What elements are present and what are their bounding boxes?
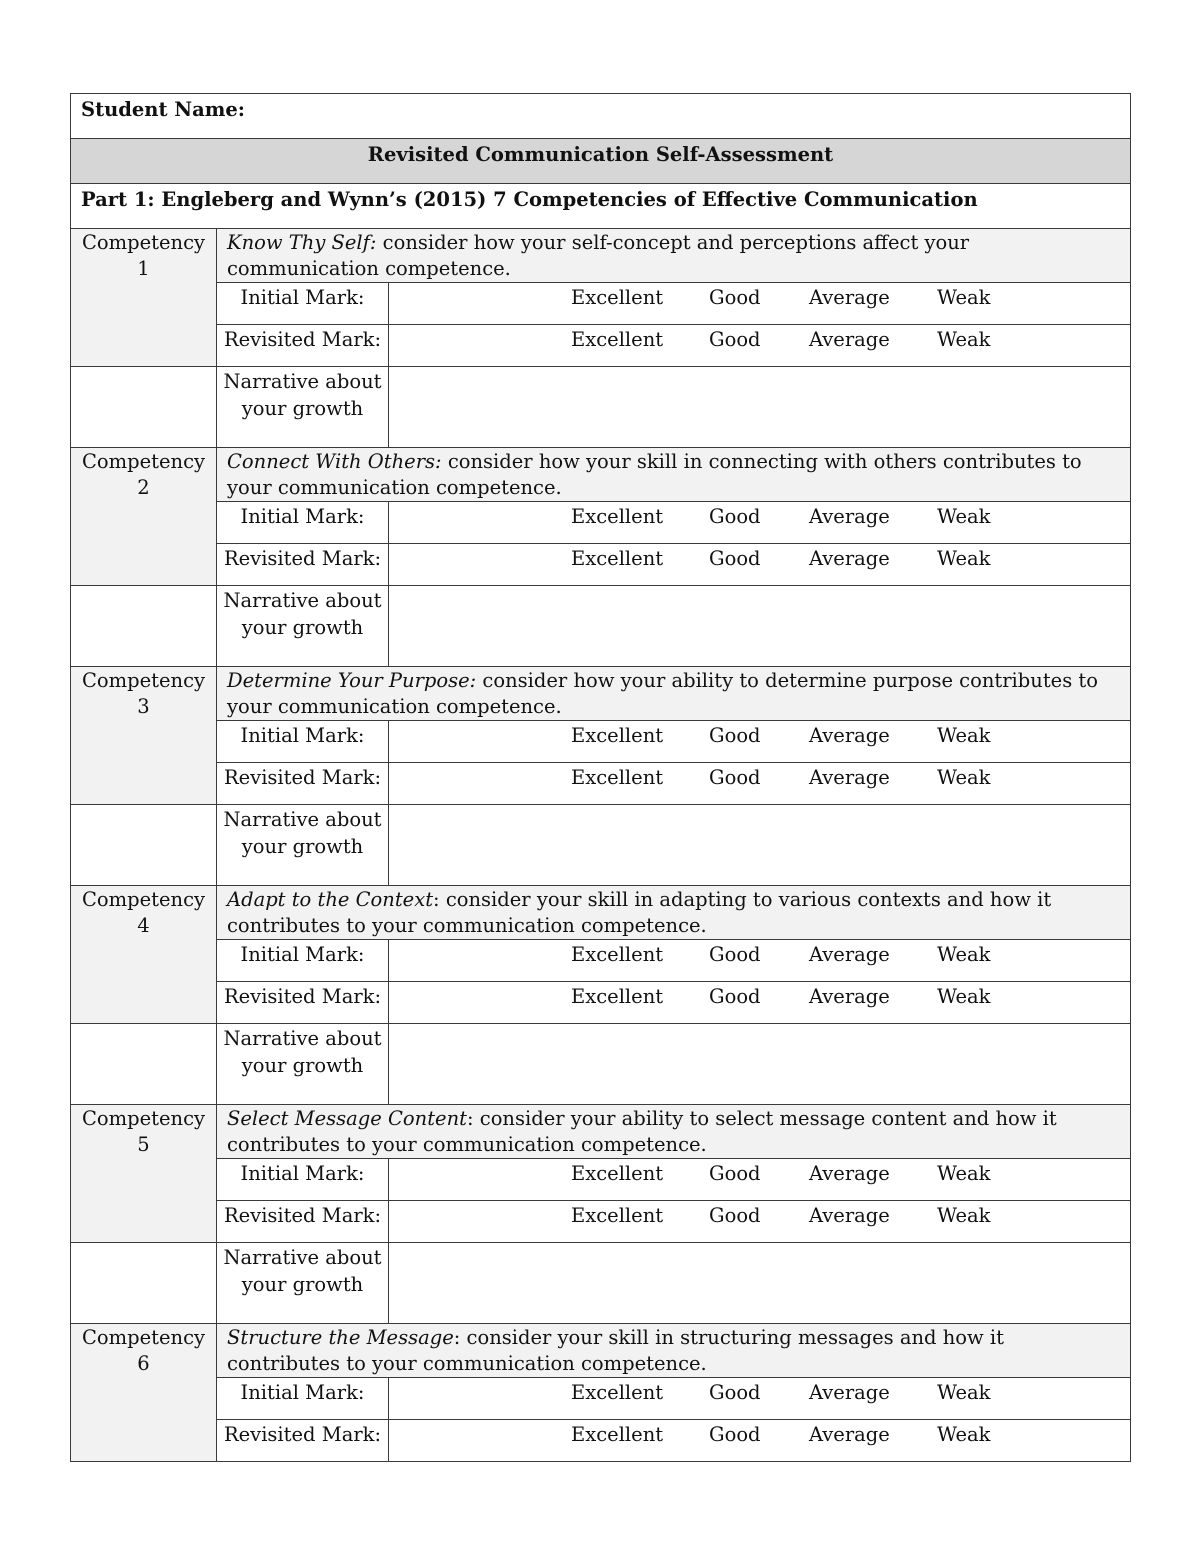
narrative-input-area[interactable] (389, 1024, 1131, 1105)
revised-mark-options[interactable] (389, 763, 1131, 805)
narrative-input-area[interactable] (389, 586, 1131, 667)
mark-option-weak[interactable]: Weak (937, 547, 991, 570)
revised-mark-label: Revisited Mark: (217, 325, 389, 367)
narrative-row (71, 1024, 1131, 1105)
competency-row (71, 1105, 1131, 1159)
mark-option-average[interactable]: Average (809, 943, 890, 966)
mark-option-excellent[interactable]: Excellent (571, 985, 664, 1008)
initial-mark-options[interactable] (389, 502, 1131, 544)
narrative-label: Narrative about your growth (217, 805, 389, 886)
narrative-row (71, 805, 1131, 886)
narrative-label: Narrative about your growth (217, 586, 389, 667)
initial-mark-options[interactable] (389, 721, 1131, 763)
mark-option-average[interactable]: Average (809, 328, 890, 351)
initial-mark-row (71, 283, 1131, 325)
narrative-input-area[interactable] (389, 367, 1131, 448)
self-assessment-table (70, 93, 1131, 1462)
mark-option-average[interactable]: Average (809, 985, 890, 1008)
mark-option-excellent[interactable]: Excellent (571, 1423, 664, 1446)
narrative-input-area[interactable] (389, 805, 1131, 886)
revised-mark-options[interactable] (389, 325, 1131, 367)
competency-text: : consider your skill in structuring messages and how it contributes to your communication competence. (227, 1326, 1004, 1375)
narrative-label: Narrative about your growth (217, 1243, 389, 1324)
competency-description (217, 667, 1131, 721)
competency-title: Select Message Content (227, 1107, 467, 1130)
initial-mark-options[interactable] (389, 940, 1131, 982)
mark-option-good[interactable]: Good (709, 505, 761, 528)
mark-option-excellent[interactable]: Excellent (571, 286, 664, 309)
empty-cell (71, 367, 217, 448)
mark-option-average[interactable]: Average (809, 766, 890, 789)
revised-mark-label: Revisited Mark: (217, 763, 389, 805)
revised-mark-options[interactable] (389, 1201, 1131, 1243)
competency-description (217, 229, 1131, 283)
initial-mark-options[interactable] (389, 1159, 1131, 1201)
competency-description (217, 448, 1131, 502)
form-title: Revisited Communication Self-Assessment (71, 139, 1131, 184)
mark-option-average[interactable]: Average (809, 286, 890, 309)
mark-option-good[interactable]: Good (709, 547, 761, 570)
competency-row (71, 667, 1131, 721)
empty-cell (71, 586, 217, 667)
revised-mark-row (71, 982, 1131, 1024)
competency-text: consider how your self-concept and perceptions affect your communication competence. (227, 231, 970, 280)
competency-label: Competency 1 (71, 229, 217, 367)
empty-cell (71, 805, 217, 886)
revised-mark-options[interactable] (389, 1420, 1131, 1462)
initial-mark-options[interactable] (389, 1378, 1131, 1420)
initial-mark-label: Initial Mark: (217, 1159, 389, 1201)
mark-option-good[interactable]: Good (709, 1162, 761, 1185)
mark-option-average[interactable]: Average (809, 1162, 890, 1185)
competency-label: Competency 3 (71, 667, 217, 805)
competency-text: : consider your skill in adapting to various contexts and how it contributes to your communication competence. (227, 888, 1052, 937)
mark-option-good[interactable]: Good (709, 985, 761, 1008)
initial-mark-label: Initial Mark: (217, 721, 389, 763)
mark-option-excellent[interactable]: Excellent (571, 547, 664, 570)
competency-description (217, 886, 1131, 940)
mark-option-good[interactable]: Good (709, 1381, 761, 1404)
empty-cell (71, 1024, 217, 1105)
narrative-row (71, 1243, 1131, 1324)
mark-option-average[interactable]: Average (809, 505, 890, 528)
revised-mark-row (71, 325, 1131, 367)
competency-text: : consider your ability to select message content and how it contributes to your communication competence. (227, 1107, 1057, 1156)
revised-mark-label: Revisited Mark: (217, 1201, 389, 1243)
mark-option-weak[interactable]: Weak (937, 943, 991, 966)
initial-mark-row (71, 1378, 1131, 1420)
initial-mark-label: Initial Mark: (217, 940, 389, 982)
mark-option-average[interactable]: Average (809, 724, 890, 747)
mark-option-good[interactable]: Good (709, 328, 761, 351)
competency-label: Competency 4 (71, 886, 217, 1024)
mark-option-weak[interactable]: Weak (937, 328, 991, 351)
competency-label: Competency 2 (71, 448, 217, 586)
competency-title: Determine Your Purpose: (227, 669, 477, 692)
mark-option-good[interactable]: Good (709, 766, 761, 789)
mark-option-good[interactable]: Good (709, 724, 761, 747)
mark-option-weak[interactable]: Weak (937, 505, 991, 528)
mark-option-weak[interactable]: Weak (937, 286, 991, 309)
mark-option-excellent[interactable]: Excellent (571, 1162, 664, 1185)
revised-mark-options[interactable] (389, 982, 1131, 1024)
mark-option-average[interactable]: Average (809, 1204, 890, 1227)
part-heading: Part 1: Engleberg and Wynn’s (2015) 7 Competencies of Effective Communication (71, 184, 1131, 229)
mark-option-weak[interactable]: Weak (937, 1204, 991, 1227)
initial-mark-row (71, 721, 1131, 763)
revised-mark-options[interactable] (389, 544, 1131, 586)
competency-text: consider how your ability to determine purpose contributes to your communication competence. (227, 669, 1098, 718)
mark-option-excellent[interactable]: Excellent (571, 1381, 664, 1404)
narrative-label: Narrative about your growth (217, 367, 389, 448)
mark-option-weak[interactable]: Weak (937, 1162, 991, 1185)
competency-row (71, 1324, 1131, 1378)
competency-text: consider how your skill in connecting with others contributes to your communication competence. (227, 450, 1082, 499)
mark-option-weak[interactable]: Weak (937, 1381, 991, 1404)
empty-cell (71, 1243, 217, 1324)
revised-mark-row (71, 544, 1131, 586)
narrative-row (71, 586, 1131, 667)
mark-option-weak[interactable]: Weak (937, 724, 991, 747)
revised-mark-row (71, 763, 1131, 805)
student-name-label: Student Name: (81, 98, 245, 121)
mark-option-average[interactable]: Average (809, 1381, 890, 1404)
competency-title: Know Thy Self: (227, 231, 377, 254)
mark-option-weak[interactable]: Weak (937, 985, 991, 1008)
competency-label: Competency 5 (71, 1105, 217, 1243)
narrative-label: Narrative about your growth (217, 1024, 389, 1105)
mark-option-good[interactable]: Good (709, 286, 761, 309)
mark-option-weak[interactable]: Weak (937, 766, 991, 789)
competency-description (217, 1324, 1131, 1378)
competency-title: Connect With Others: (227, 450, 442, 473)
initial-mark-label: Initial Mark: (217, 502, 389, 544)
mark-option-excellent[interactable]: Excellent (571, 943, 664, 966)
revised-mark-row (71, 1201, 1131, 1243)
initial-mark-row (71, 502, 1131, 544)
competency-description (217, 1105, 1131, 1159)
competency-title: Adapt to the Context (227, 888, 434, 911)
mark-option-good[interactable]: Good (709, 1423, 761, 1446)
initial-mark-label: Initial Mark: (217, 1378, 389, 1420)
mark-option-excellent[interactable]: Excellent (571, 724, 664, 747)
initial-mark-label: Initial Mark: (217, 283, 389, 325)
revised-mark-label: Revisited Mark: (217, 982, 389, 1024)
mark-option-excellent[interactable]: Excellent (571, 766, 664, 789)
competency-row (71, 448, 1131, 502)
revised-mark-row (71, 1420, 1131, 1462)
competency-label: Competency 6 (71, 1324, 217, 1462)
mark-option-average[interactable]: Average (809, 1423, 890, 1446)
mark-option-average[interactable]: Average (809, 547, 890, 570)
mark-option-good[interactable]: Good (709, 1204, 761, 1227)
mark-option-excellent[interactable]: Excellent (571, 1204, 664, 1227)
revised-mark-label: Revisited Mark: (217, 1420, 389, 1462)
mark-option-good[interactable]: Good (709, 943, 761, 966)
competency-row (71, 229, 1131, 283)
mark-option-excellent[interactable]: Excellent (571, 328, 664, 351)
narrative-row (71, 367, 1131, 448)
initial-mark-row (71, 940, 1131, 982)
revised-mark-label: Revisited Mark: (217, 544, 389, 586)
mark-option-weak[interactable]: Weak (937, 1423, 991, 1446)
competency-title: Structure the Message (227, 1326, 454, 1349)
narrative-input-area[interactable] (389, 1243, 1131, 1324)
initial-mark-options[interactable] (389, 283, 1131, 325)
student-name-field[interactable] (71, 94, 1131, 139)
competency-row (71, 886, 1131, 940)
initial-mark-row (71, 1159, 1131, 1201)
mark-option-excellent[interactable]: Excellent (571, 505, 664, 528)
